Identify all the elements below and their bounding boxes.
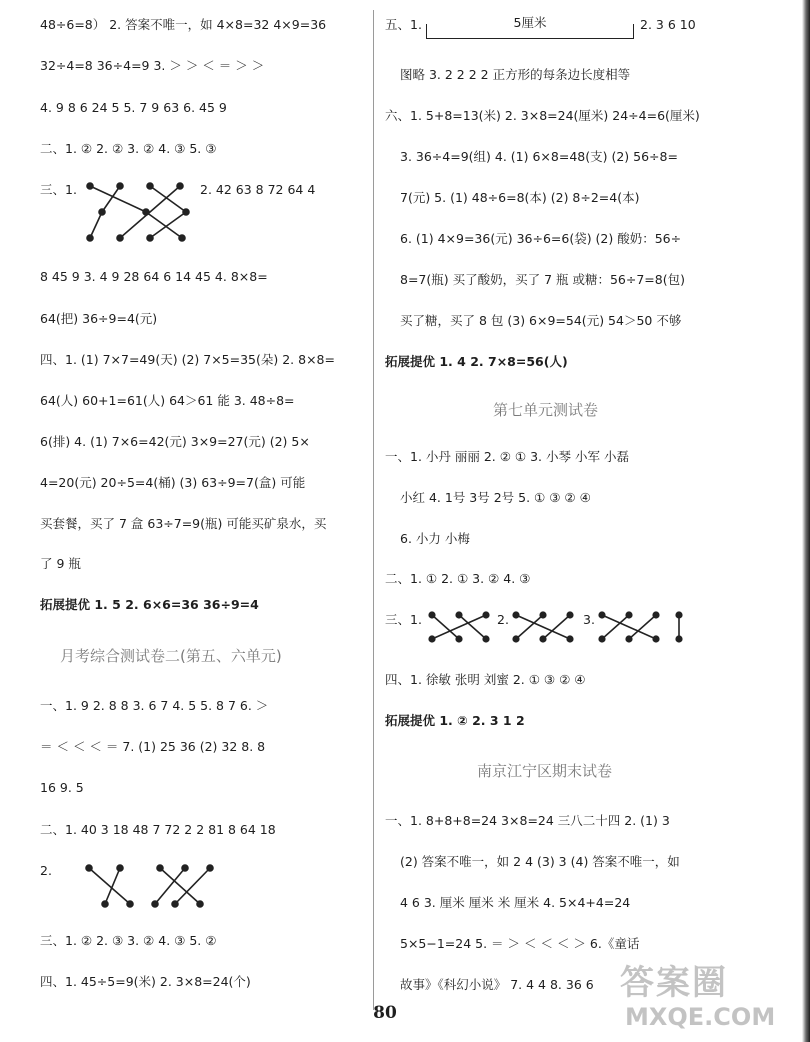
answer-line: ＝ ＜ ＜ ＜ ＝ 7. (1) 25 36 (2) 32 8. 8 — [40, 739, 266, 754]
answer-line: 六、1. 5+8=13(米) 2. 3×8=24(厘米) 24÷4=6(厘米) — [385, 108, 700, 123]
ruler-label: 5厘米 — [513, 15, 547, 30]
answer-line: 三、1. ② 2. ③ 3. ② 4. ③ 5. ② — [40, 933, 217, 948]
answer-line: 64(人) 60+1=61(人) 64＞61 能 3. 48÷8= — [40, 393, 295, 408]
section-heading: 月考综合测试卷二(第五、六单元) — [60, 647, 282, 665]
matching-lines-diagram — [599, 612, 684, 642]
answer-line: 2. 42 63 8 72 64 4 — [200, 182, 316, 197]
column-divider — [373, 10, 374, 1010]
answer-line: 买套餐，买了 7 盒 63÷7=9(瓶) 可能买矿泉水，买 — [40, 516, 327, 531]
page-edge-shadow — [802, 0, 810, 1042]
answer-line-label: 2. — [40, 863, 52, 878]
matching-lines-diagram — [513, 612, 573, 642]
answer-line: 四、1. 45÷5=9(米) 2. 3×8=24(个) — [40, 974, 251, 989]
answer-line: 拓展提优 1. 5 2. 6×6=36 36÷9=4 — [40, 597, 259, 612]
answer-line-label: 三、1. — [40, 182, 77, 197]
answer-line: 图略 3. 2 2 2 2 正方形的每条边长度相等 — [400, 67, 631, 82]
answer-line: 4 6 3. 厘米 厘米 米 厘米 4. 5×4+4=24 — [400, 895, 631, 910]
answer-line: 买了糖，买了 8 包 (3) 6×9=54(元) 54＞50 不够 — [400, 313, 682, 328]
matching-lines-diagram — [85, 864, 235, 910]
watermark-logo — [600, 955, 800, 1042]
answer-line: 四、1. 徐敏 张明 刘蜜 2. ① ③ ② ④ — [385, 672, 586, 687]
answer-line: 2. 3 6 10 — [640, 17, 696, 32]
answer-line: 6. (1) 4×9=36(元) 36÷6=6(袋) (2) 酸奶：56÷ — [400, 231, 682, 246]
answer-line: 48÷6=8） 2. 答案不唯一，如 4×8=32 4×9=36 — [40, 17, 327, 32]
answer-line-label: 3. — [583, 612, 595, 627]
answer-line: 拓展提优 1. ② 2. 3 1 2 — [385, 713, 525, 728]
answer-line: 8=7(瓶) 买了酸奶，买了 7 瓶 或糖：56÷7=8(包) — [400, 272, 685, 287]
answer-line: 4=20(元) 20÷5=4(桶) (3) 63÷9=7(盒) 可能 — [40, 475, 306, 490]
answer-line-label: 2. — [497, 612, 509, 627]
answer-line: (2) 答案不唯一，如 2 4 (3) 3 (4) 答案不唯一，如 — [400, 854, 680, 869]
answer-line: 6. 小力 小梅 — [400, 531, 470, 546]
answer-line: 64(把) 36÷9=4(元) — [40, 311, 158, 326]
answer-line: 了 9 瓶 — [40, 556, 81, 571]
answer-line: 6(排) 4. (1) 7×6=42(元) 3×9=27(元) (2) 5× — [40, 434, 310, 449]
matching-lines-diagram — [86, 182, 196, 242]
answer-line-label: 三、1. — [385, 612, 422, 627]
watermark-line1: 答案圈 — [620, 963, 728, 1003]
answer-line-label: 五、1. — [385, 17, 422, 32]
answer-line: 5×5−1=24 5. ＝ ＞ ＜ ＜ ＜ ＞ 6.《童话 — [400, 936, 640, 951]
section-heading: 第七单元测试卷 — [493, 401, 599, 419]
answer-line: 四、1. (1) 7×7=49(天) (2) 7×5=35(朵) 2. 8×8= — [40, 352, 335, 367]
answer-line: 二、1. ① 2. ① 3. ② 4. ③ — [385, 571, 531, 586]
answer-line: 一、1. 小丹 丽丽 2. ② ① 3. 小琴 小军 小磊 — [385, 449, 629, 464]
ruler-segment — [426, 15, 634, 39]
section-heading: 南京江宁区期末试卷 — [477, 762, 613, 780]
answer-line: 一、1. 8+8+8=24 3×8=24 三八二十四 2. (1) 3 — [385, 813, 670, 828]
answer-line: 16 9. 5 — [40, 780, 84, 795]
answer-line: 32÷4=8 36÷4=9 3. ＞ ＞ ＜ ＝ ＞ ＞ — [40, 58, 265, 73]
watermark-line2: MXQE.COM — [625, 1003, 776, 1031]
answer-line: 7(元) 5. (1) 48÷6=8(本) (2) 8÷2=4(本) — [400, 190, 640, 205]
answer-line: 拓展提优 1. 4 2. 7×8=56(人) — [385, 354, 568, 369]
answer-line: 小红 4. 1号 3号 2号 5. ① ③ ② ④ — [400, 490, 591, 505]
answer-line: 3. 36÷4=9(组) 4. (1) 6×8=48(支) (2) 56÷8= — [400, 149, 678, 164]
answer-line: 二、1. 40 3 18 48 7 72 2 2 81 8 64 18 — [40, 822, 276, 837]
answer-line: 故事》《科幻小说》 7. 4 4 8. 36 6 — [400, 977, 594, 992]
matching-lines-diagram — [429, 612, 489, 642]
answer-line: 一、1. 9 2. 8 8 3. 6 7 4. 5 5. 8 7 6. ＞ — [40, 698, 269, 713]
answer-line: 二、1. ② 2. ② 3. ② 4. ③ 5. ③ — [40, 141, 217, 156]
answer-line: 4. 9 8 6 24 5 5. 7 9 63 6. 45 9 — [40, 100, 227, 115]
page-number: 80 — [373, 1003, 397, 1023]
answer-line: 8 45 9 3. 4 9 28 64 6 14 45 4. 8×8= — [40, 269, 268, 284]
